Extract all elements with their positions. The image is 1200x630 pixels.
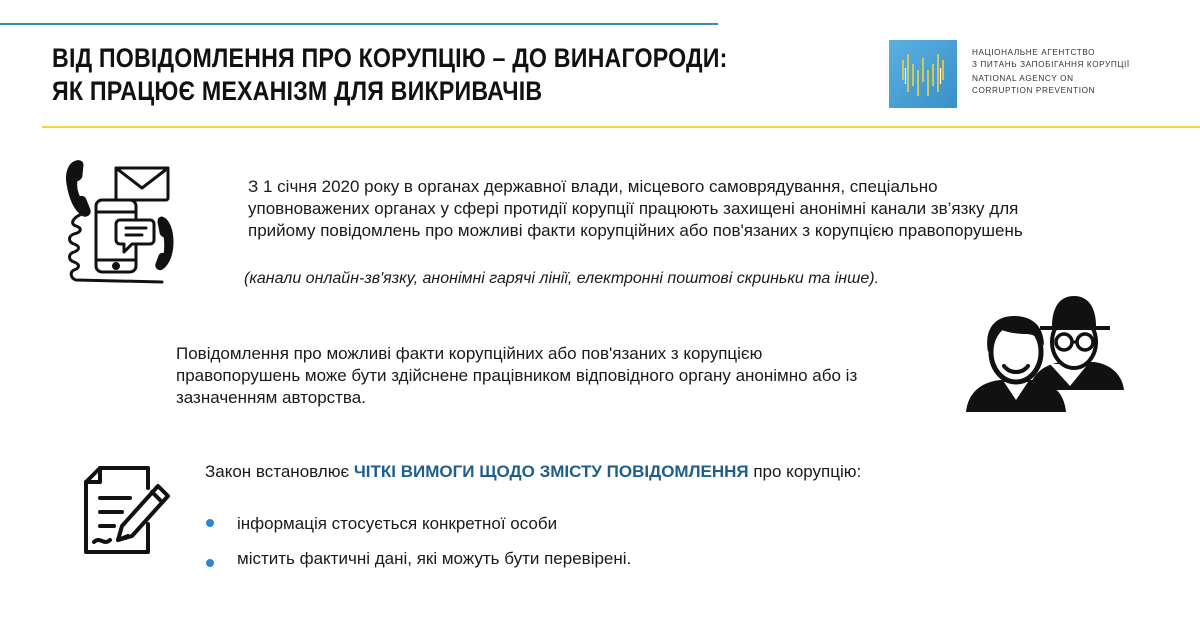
list-item-text: інформація стосується конкретної особи [237, 514, 558, 533]
nazk-logo-icon [889, 40, 957, 108]
list-item-text: містить фактичні дані, які можуть бути перевірені. [237, 549, 632, 568]
anonymity-line-1: Повідомлення про можливі факти корупційних або пов'язаних з корупцією [176, 344, 763, 363]
anonymity-paragraph [176, 343, 956, 409]
channels-line-2: уповноважених органах у сфері протидії корупції працюють захищені анонімні канали зв’язку для [248, 199, 1019, 218]
bullet-dot-icon [206, 559, 214, 567]
anonymity-line-2: правопорушень може бути здійснене працівником відповідного органу анонімно або із [176, 366, 858, 385]
requirements-prefix: Закон встановлює [205, 462, 354, 481]
title-line-1: ВІД ПОВІДОМЛЕННЯ ПРО КОРУПЦІЮ – ДО ВИНАГОРОДИ: [52, 43, 728, 73]
document-pen-icon [78, 464, 174, 565]
channels-line-1: З 1 січня 2020 року в органах державної влади, місцевого самоврядування, спеціально [248, 177, 938, 196]
bullet-dot-icon [206, 519, 214, 527]
logo-ua-line-2: З ПИТАНЬ ЗАПОБІГАННЯ КОРУПЦІЇ [972, 59, 1130, 69]
requirements-intro [205, 462, 861, 482]
page-title [52, 42, 740, 108]
requirements-suffix: про корупцію: [748, 462, 862, 481]
title-line-2: ЯК ПРАЦЮЄ МЕХАНІЗМ ДЛЯ ВИКРИВАЧІВ [52, 76, 543, 106]
logo-en-line-1: NATIONAL AGENCY ON [972, 74, 1074, 83]
logo-text [972, 47, 1130, 96]
logo-en-line-2: CORRUPTION PREVENTION [972, 85, 1096, 95]
phone-mail-chat-icon [62, 156, 186, 293]
logo-ua-line-1: НАЦІОНАЛЬНЕ АГЕНТСТВО [972, 48, 1096, 57]
anonymous-people-icon [964, 290, 1128, 419]
top-divider [0, 23, 718, 25]
channels-line-3: прийому повідомлень про можливі факти корупційних або пов'язаних з корупцією правопорушень [248, 221, 1023, 240]
header-underline [42, 126, 1200, 128]
channels-note: (канали онлайн-зв'язку, анонімні гарячі лінії, електронні поштові скриньки та інше). [244, 270, 880, 287]
channels-paragraph [248, 176, 1148, 242]
requirements-highlight: ЧІТКІ ВИМОГИ ЩОДО ЗМІСТУ ПОВІДОМЛЕННЯ [353, 462, 749, 481]
anonymity-line-3: зазначенням авторства. [176, 388, 366, 407]
